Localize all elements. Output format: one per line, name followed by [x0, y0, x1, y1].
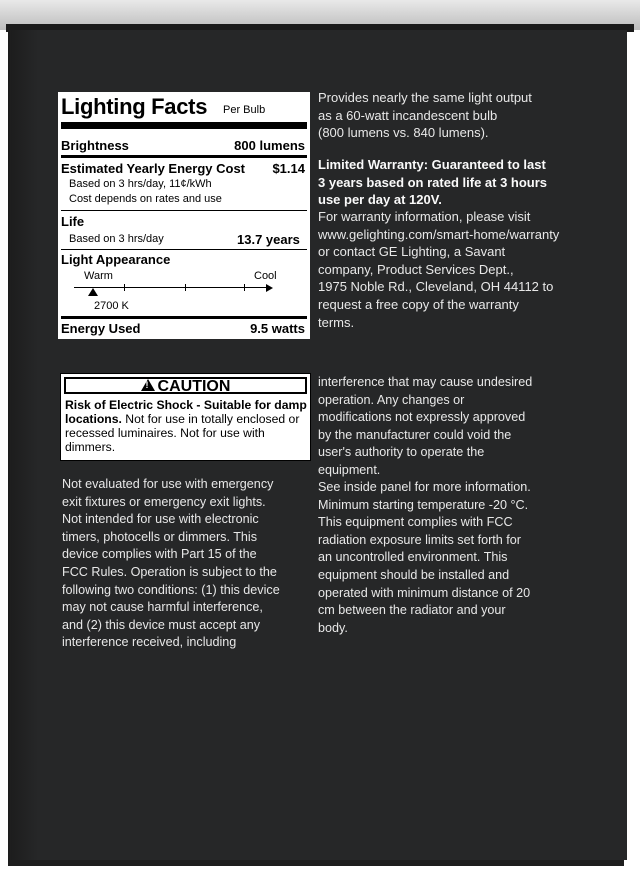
text-line: www.gelighting.com/smart-home/warranty: [318, 226, 560, 242]
caution-heading: [64, 377, 307, 394]
panel-edge-shade: [8, 30, 38, 860]
text-line: interference received, including: [62, 635, 237, 650]
text-line: Limited Warranty: Guaranteed to last: [318, 157, 546, 172]
text-line: This equipment complies with FCC: [318, 515, 513, 530]
text-line: following two conditions: (1) this device: [62, 582, 280, 597]
text-line: by the manufacturer could void the: [318, 427, 512, 442]
text-line: modifications not expressly approved: [318, 410, 526, 425]
text-line: (800 lumens vs. 840 lumens).: [318, 125, 489, 141]
warning-triangle-icon: !: [141, 379, 155, 391]
text-line: cm between the radiator and your: [318, 603, 506, 618]
left-body-text: [62, 476, 318, 652]
caution-body: [65, 398, 309, 454]
box-bottom-edge: [8, 860, 624, 866]
brightness-value: 800 lumens: [234, 138, 305, 153]
divider: [61, 210, 307, 211]
energy-cost-note: Cost depends on rates and use: [69, 193, 222, 205]
light-appearance-label: Light Appearance: [61, 252, 171, 267]
header-rule: [61, 122, 307, 129]
divider: [61, 316, 307, 319]
text-line: equipment.: [318, 462, 381, 477]
text-line: exit fixtures or emergency exit lights.: [62, 494, 266, 509]
right-body-top: [318, 374, 618, 480]
lighting-facts-title: Lighting Facts: [61, 94, 208, 119]
text-line: body.: [318, 620, 348, 635]
per-bulb-label: Per Bulb: [223, 104, 266, 116]
brightness-row: [61, 138, 307, 153]
text-line: user's authority to operate the: [318, 445, 485, 460]
color-temp-scale: [74, 287, 270, 288]
text-line: as a 60-watt incandescent bulb: [318, 107, 498, 123]
brightness-label: Brightness: [61, 138, 129, 153]
text-line: FCC Rules. Operation is subject to the: [62, 564, 277, 579]
text-line: Not evaluated for use with emergency: [62, 477, 274, 491]
text-line: device complies with Part 15 of the: [62, 547, 257, 562]
energy-used-value: 9.5 watts: [250, 321, 305, 336]
life-label: Life: [61, 214, 85, 229]
text-line: 3 years based on rated life at 3 hours: [318, 174, 548, 190]
text-line: operated with minimum distance of 20: [318, 585, 531, 600]
energy-cost-row: [61, 161, 307, 176]
text-line: equipment should be installed and: [318, 567, 510, 582]
energy-used-row: [61, 321, 307, 336]
text-line: 1975 Noble Rd., Cleveland, OH 44112 to: [318, 279, 554, 295]
text-line: radiation exposure limits set forth for: [318, 532, 521, 547]
life-value: 13.7 years: [237, 232, 300, 247]
caution-heading-text: CAUTION: [157, 378, 231, 395]
text-line: interference that may cause undesired: [318, 375, 533, 389]
energy-cost-basis: Based on 3 hrs/day, 11¢/kWh: [69, 178, 212, 190]
color-temp-marker-icon: [88, 288, 98, 296]
scale-arrow-icon: [266, 284, 273, 292]
cool-label: Cool: [254, 270, 277, 282]
caution-body-bold: Risk of Electric Shock - Suitable for damp locations.: [65, 398, 307, 426]
energy-cost-value: $1.14: [272, 161, 305, 176]
caution-body-text: Not for use in totally enclosed or recessed luminaires. Not for use with dimmers.: [65, 412, 300, 454]
energy-cost-label: Estimated Yearly Energy Cost: [61, 161, 246, 176]
text-line: terms.: [318, 314, 355, 330]
text-line: See inside panel for more information.: [318, 480, 531, 494]
text-line: may not cause harmful interference,: [62, 600, 263, 615]
text-line: operation. Any changes or: [318, 392, 465, 407]
text-line: use per day at 120V.: [318, 192, 442, 208]
lighting-facts-label: [58, 92, 310, 339]
text-line: company, Product Services Dept.,: [318, 261, 514, 277]
text-line: Minimum starting temperature -20 °C.: [318, 497, 529, 512]
text-line: or contact GE Lighting, a Savant: [318, 244, 506, 260]
scale-tick: [244, 284, 245, 291]
text-line: and (2) this device must accept any: [62, 617, 261, 632]
caution-label: [60, 373, 311, 461]
energy-used-label: Energy Used: [61, 321, 141, 336]
life-basis: Based on 3 hrs/day: [69, 233, 164, 245]
divider: [61, 249, 307, 250]
life-row: [61, 214, 307, 229]
text-line: Not intended for use with electronic: [62, 512, 259, 527]
text-line: For warranty information, please visit: [318, 209, 531, 224]
warranty-heading: [318, 156, 618, 209]
light-output-text: [318, 89, 618, 142]
life-sub-row: [69, 233, 307, 245]
divider: [61, 155, 307, 158]
text-line: timers, photocells or dimmers. This: [62, 529, 258, 544]
text-line: Provides nearly the same light output: [318, 90, 532, 105]
text-line: request a free copy of the warranty: [318, 296, 519, 312]
right-body-bottom: [318, 479, 618, 637]
warm-label: Warm: [84, 270, 113, 282]
scale-tick: [185, 284, 186, 291]
text-line: an uncontrolled environment. This: [318, 550, 508, 565]
warranty-info: [318, 208, 618, 331]
scale-tick: [124, 284, 125, 291]
color-temp-value: 2700 K: [94, 300, 129, 312]
